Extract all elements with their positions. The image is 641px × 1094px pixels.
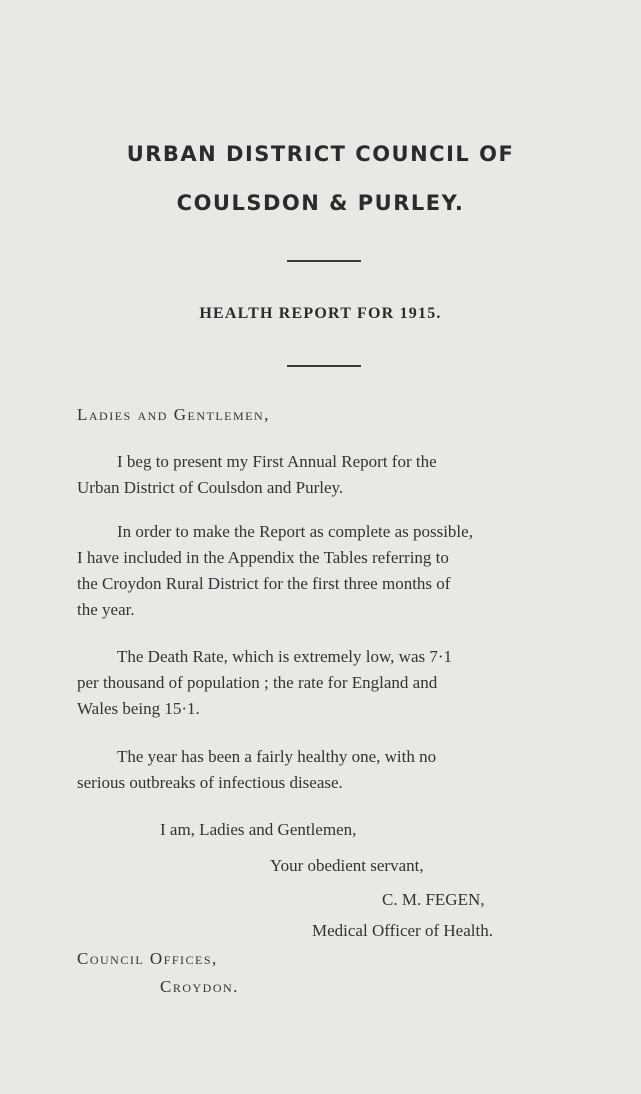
signature-title: Medical Officer of Health. bbox=[312, 921, 493, 940]
paragraph-2-line: I have included in the Appendix the Tables referring to bbox=[77, 548, 449, 567]
paragraph-4-line: The year has been a fairly healthy one, with no bbox=[117, 747, 437, 766]
paragraph-2-line: the year. bbox=[77, 600, 135, 619]
paragraph-1-line: Urban District of Coulsdon and Purley. bbox=[77, 478, 344, 497]
paragraph-2-line: the Croydon Rural District for the first three months of bbox=[77, 574, 451, 593]
closing-line: Your obedient servant, bbox=[270, 856, 424, 875]
address-line-1: Council Offices, bbox=[77, 949, 218, 968]
paragraph-3-line: per thousand of population ; the rate for England and bbox=[77, 673, 438, 692]
closing-line: I am, Ladies and Gentlemen, bbox=[160, 820, 357, 839]
divider-rule bbox=[287, 365, 361, 367]
paragraph-2-line: In order to make the Report as complete as possible, bbox=[117, 522, 473, 541]
divider-rule bbox=[287, 260, 361, 262]
council-title-line-1: URBAN DISTRICT COUNCIL OF bbox=[126, 142, 515, 166]
paragraph-3-line: The Death Rate, which is extremely low, was 7·1 bbox=[117, 647, 453, 666]
paragraph-3-line: Wales being 15·1. bbox=[77, 699, 200, 718]
signature-name: C. M. FEGEN, bbox=[382, 890, 485, 909]
paragraph-4-line: serious outbreaks of infectious disease. bbox=[77, 773, 343, 792]
paragraph-1-line: I beg to present my First Annual Report for the bbox=[117, 452, 437, 471]
salutation: Ladies and Gentlemen, bbox=[77, 405, 270, 424]
council-title-line-2: COULSDON & PURLEY. bbox=[176, 191, 465, 215]
report-title: HEALTH REPORT FOR 1915. bbox=[199, 305, 442, 322]
address-line-2: Croydon. bbox=[160, 977, 239, 996]
